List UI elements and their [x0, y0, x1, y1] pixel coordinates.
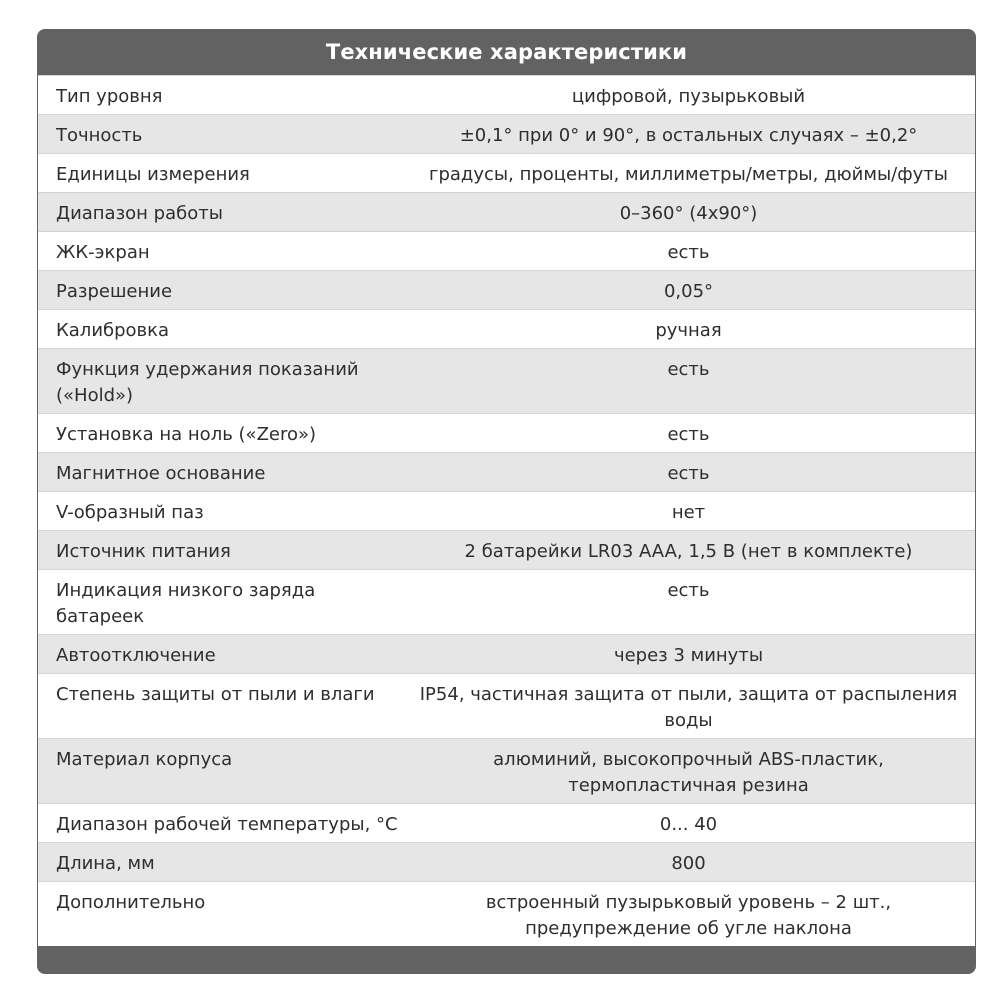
- spec-value: есть: [402, 232, 975, 271]
- spec-param: Точность: [38, 115, 402, 154]
- spec-value: есть: [402, 414, 975, 453]
- table-row: [38, 570, 975, 635]
- table-row: [38, 349, 975, 414]
- table-row: [38, 843, 975, 882]
- spec-param: Индикация низкого заряда батареек: [38, 570, 402, 635]
- table-row: [38, 674, 975, 739]
- table-row: [38, 115, 975, 154]
- table-row: [38, 531, 975, 570]
- spec-value: через 3 минуты: [402, 635, 975, 674]
- spec-param: Автоотключение: [38, 635, 402, 674]
- spec-value: градусы, проценты, миллиметры/метры, дюймы/футы: [402, 154, 975, 193]
- spec-panel: [37, 29, 976, 974]
- spec-param: V-образный паз: [38, 492, 402, 531]
- spec-param: Магнитное основание: [38, 453, 402, 492]
- spec-param: Материал корпуса: [38, 739, 402, 804]
- spec-value: 0–360° (4x90°): [402, 193, 975, 232]
- spec-param: Тип уровня: [38, 76, 402, 115]
- spec-param: Диапазон работы: [38, 193, 402, 232]
- table-row: [38, 492, 975, 531]
- spec-param: Функция удержания показаний («Hold»): [38, 349, 402, 414]
- spec-value: 0,05°: [402, 271, 975, 310]
- spec-param: Степень защиты от пыли и влаги: [38, 674, 402, 739]
- spec-value: встроенный пузырьковый уровень – 2 шт., предупреждение об угле наклона: [402, 882, 975, 947]
- spec-value: 2 батарейки LR03 AAA, 1,5 В (нет в комплекте): [402, 531, 975, 570]
- spec-value: ручная: [402, 310, 975, 349]
- spec-param: Установка на ноль («Zero»): [38, 414, 402, 453]
- table-row: [38, 76, 975, 115]
- spec-param: ЖК-экран: [38, 232, 402, 271]
- spec-param: Единицы измерения: [38, 154, 402, 193]
- spec-value: ±0,1° при 0° и 90°, в остальных случаях – ±0,2°: [402, 115, 975, 154]
- spec-param: Источник питания: [38, 531, 402, 570]
- spec-value: IP54, частичная защита от пыли, защита от распыления воды: [402, 674, 975, 739]
- table-row: [38, 154, 975, 193]
- table-row: [38, 453, 975, 492]
- spec-value: есть: [402, 453, 975, 492]
- spec-table: [38, 75, 975, 946]
- table-row: [38, 739, 975, 804]
- table-row: [38, 271, 975, 310]
- spec-value: есть: [402, 349, 975, 414]
- table-row: [38, 232, 975, 271]
- spec-table-footer: [37, 946, 976, 974]
- spec-value: цифровой, пузырьковый: [402, 76, 975, 115]
- spec-param: Диапазон рабочей температуры, °С: [38, 804, 402, 843]
- spec-param: Дополнительно: [38, 882, 402, 947]
- spec-param: Разрешение: [38, 271, 402, 310]
- spec-value: алюминий, высокопрочный ABS-пластик, термопластичная резина: [402, 739, 975, 804]
- table-row: [38, 193, 975, 232]
- spec-value: 0... 40: [402, 804, 975, 843]
- table-row: [38, 882, 975, 947]
- spec-value: есть: [402, 570, 975, 635]
- spec-table-title: Технические характеристики: [325, 40, 688, 64]
- spec-param: Длина, мм: [38, 843, 402, 882]
- spec-param: Калибровка: [38, 310, 402, 349]
- table-row: [38, 635, 975, 674]
- spec-value: нет: [402, 492, 975, 531]
- table-row: [38, 310, 975, 349]
- spec-value: 800: [402, 843, 975, 882]
- table-row: [38, 414, 975, 453]
- table-row: [38, 804, 975, 843]
